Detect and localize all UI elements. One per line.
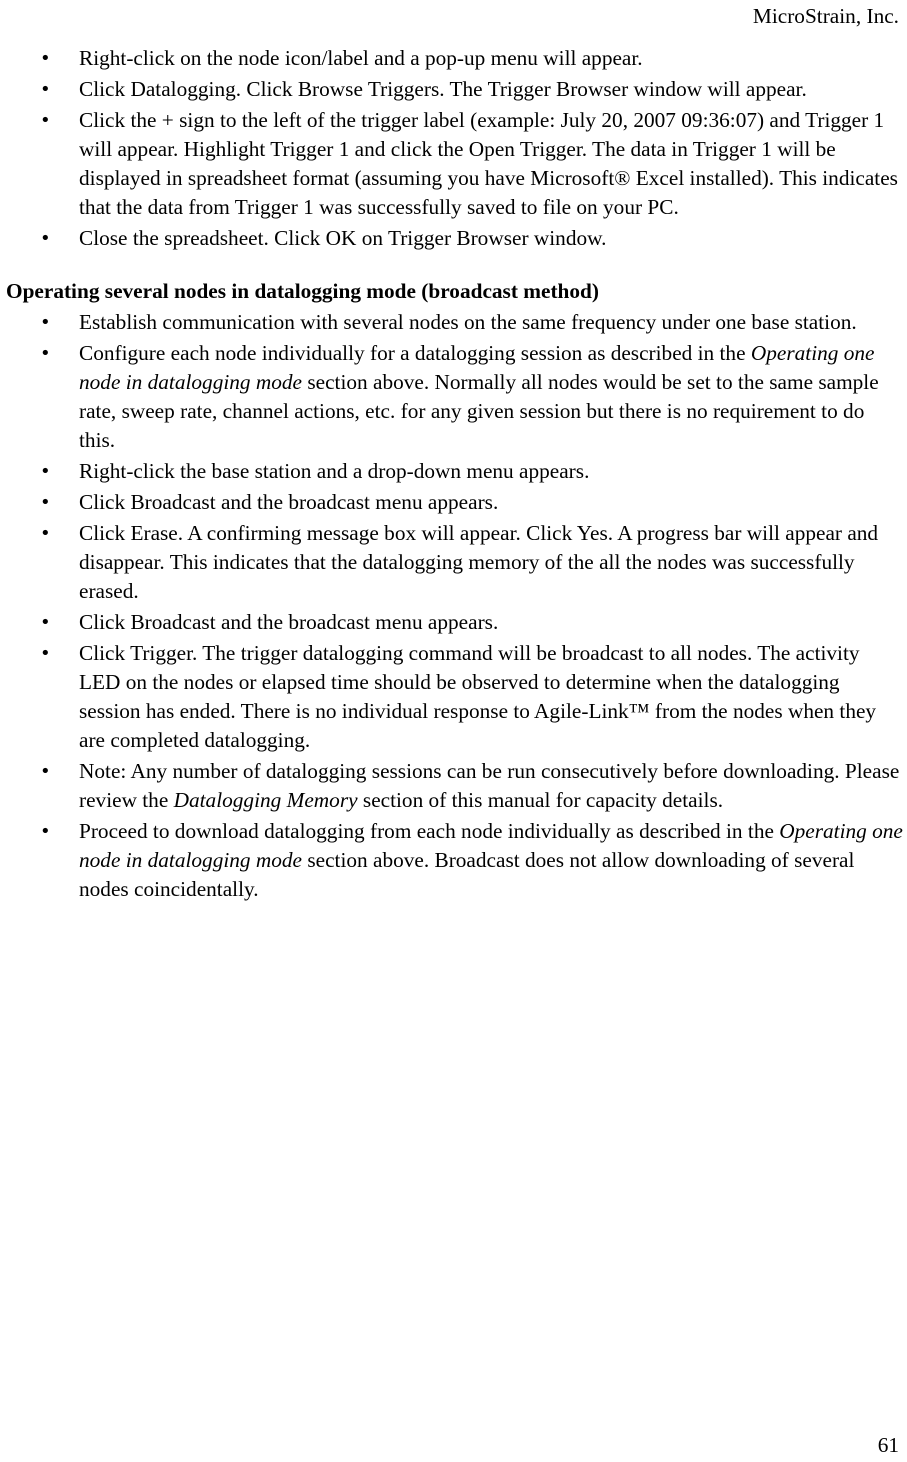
section-reference: Datalogging Memory — [173, 788, 358, 812]
list-item-text: section above. Normally all nodes would be set to the same sample rate, sweep rate, channel actions, etc. for any given session but there is no requirement to do this. — [79, 370, 879, 452]
list-item-text: Configure each node individually for a datalogging session as described in the — [79, 341, 751, 365]
list-item: • Click Trigger. The trigger datalogging command will be broadcast to all nodes. The activity LED on the nodes or elapsed time should be observed to determine when the datalogging session has ended. There is no individual response to Agile-Link™ from the nodes when they are completed datalogging. — [0, 639, 907, 755]
trigger-browser-steps-list — [0, 44, 907, 253]
list-item: • Click the + sign to the left of the trigger label (example: July 20, 2007 09:36:07) and Trigger 1 will appear. Highlight Trigger 1 and click the Open Trigger. The data in Trigger 1 will be displayed in spreadsheet format (assuming you have Microsoft® Excel installed). This indicates that the data from Trigger 1 was successfully saved to file on your PC. — [0, 106, 907, 222]
list-item: • Click Datalogging. Click Browse Triggers. The Trigger Browser window will appear. — [0, 75, 907, 104]
section-heading-broadcast: Operating several nodes in datalogging mode (broadcast method) — [6, 279, 599, 303]
list-item: • Right-click the base station and a drop-down menu appears. — [0, 457, 907, 486]
list-item: • Click Erase. A confirming message box will appear. Click Yes. A progress bar will appear and disappear. This indicates that the datalogging memory of the all the nodes was successfully erased. — [0, 519, 907, 606]
list-item-text: Note: Any number of datalogging sessions can be run consecutively before downloading. Please review the — [79, 759, 900, 812]
page-content — [0, 44, 907, 906]
list-item-text: section of this manual for capacity details. — [357, 788, 724, 812]
list-item — [0, 339, 907, 455]
section-reference: Operating one node in datalogging mode — [79, 341, 875, 394]
list-item-text: Proceed to download datalogging from each node individually as described in the — [79, 819, 780, 843]
page-header-company: MicroStrain, Inc. — [752, 4, 899, 28]
list-item-text: section above. Broadcast does not allow downloading of several nodes coincidentally. — [79, 848, 855, 901]
list-item: • Establish communication with several nodes on the same frequency under one base station. — [0, 308, 907, 337]
list-item: • Click Broadcast and the broadcast menu appears. — [0, 488, 907, 517]
page-number: 61 — [877, 1433, 899, 1457]
list-item: • Close the spreadsheet. Click OK on Trigger Browser window. — [0, 224, 907, 253]
list-item: • Right-click on the node icon/label and a pop-up menu will appear. — [0, 44, 907, 73]
section-reference: Operating one node in datalogging mode — [79, 819, 903, 872]
list-item — [0, 757, 907, 815]
list-item — [0, 817, 907, 904]
list-item: • Click Broadcast and the broadcast menu appears. — [0, 608, 907, 637]
broadcast-steps-list — [0, 308, 907, 904]
